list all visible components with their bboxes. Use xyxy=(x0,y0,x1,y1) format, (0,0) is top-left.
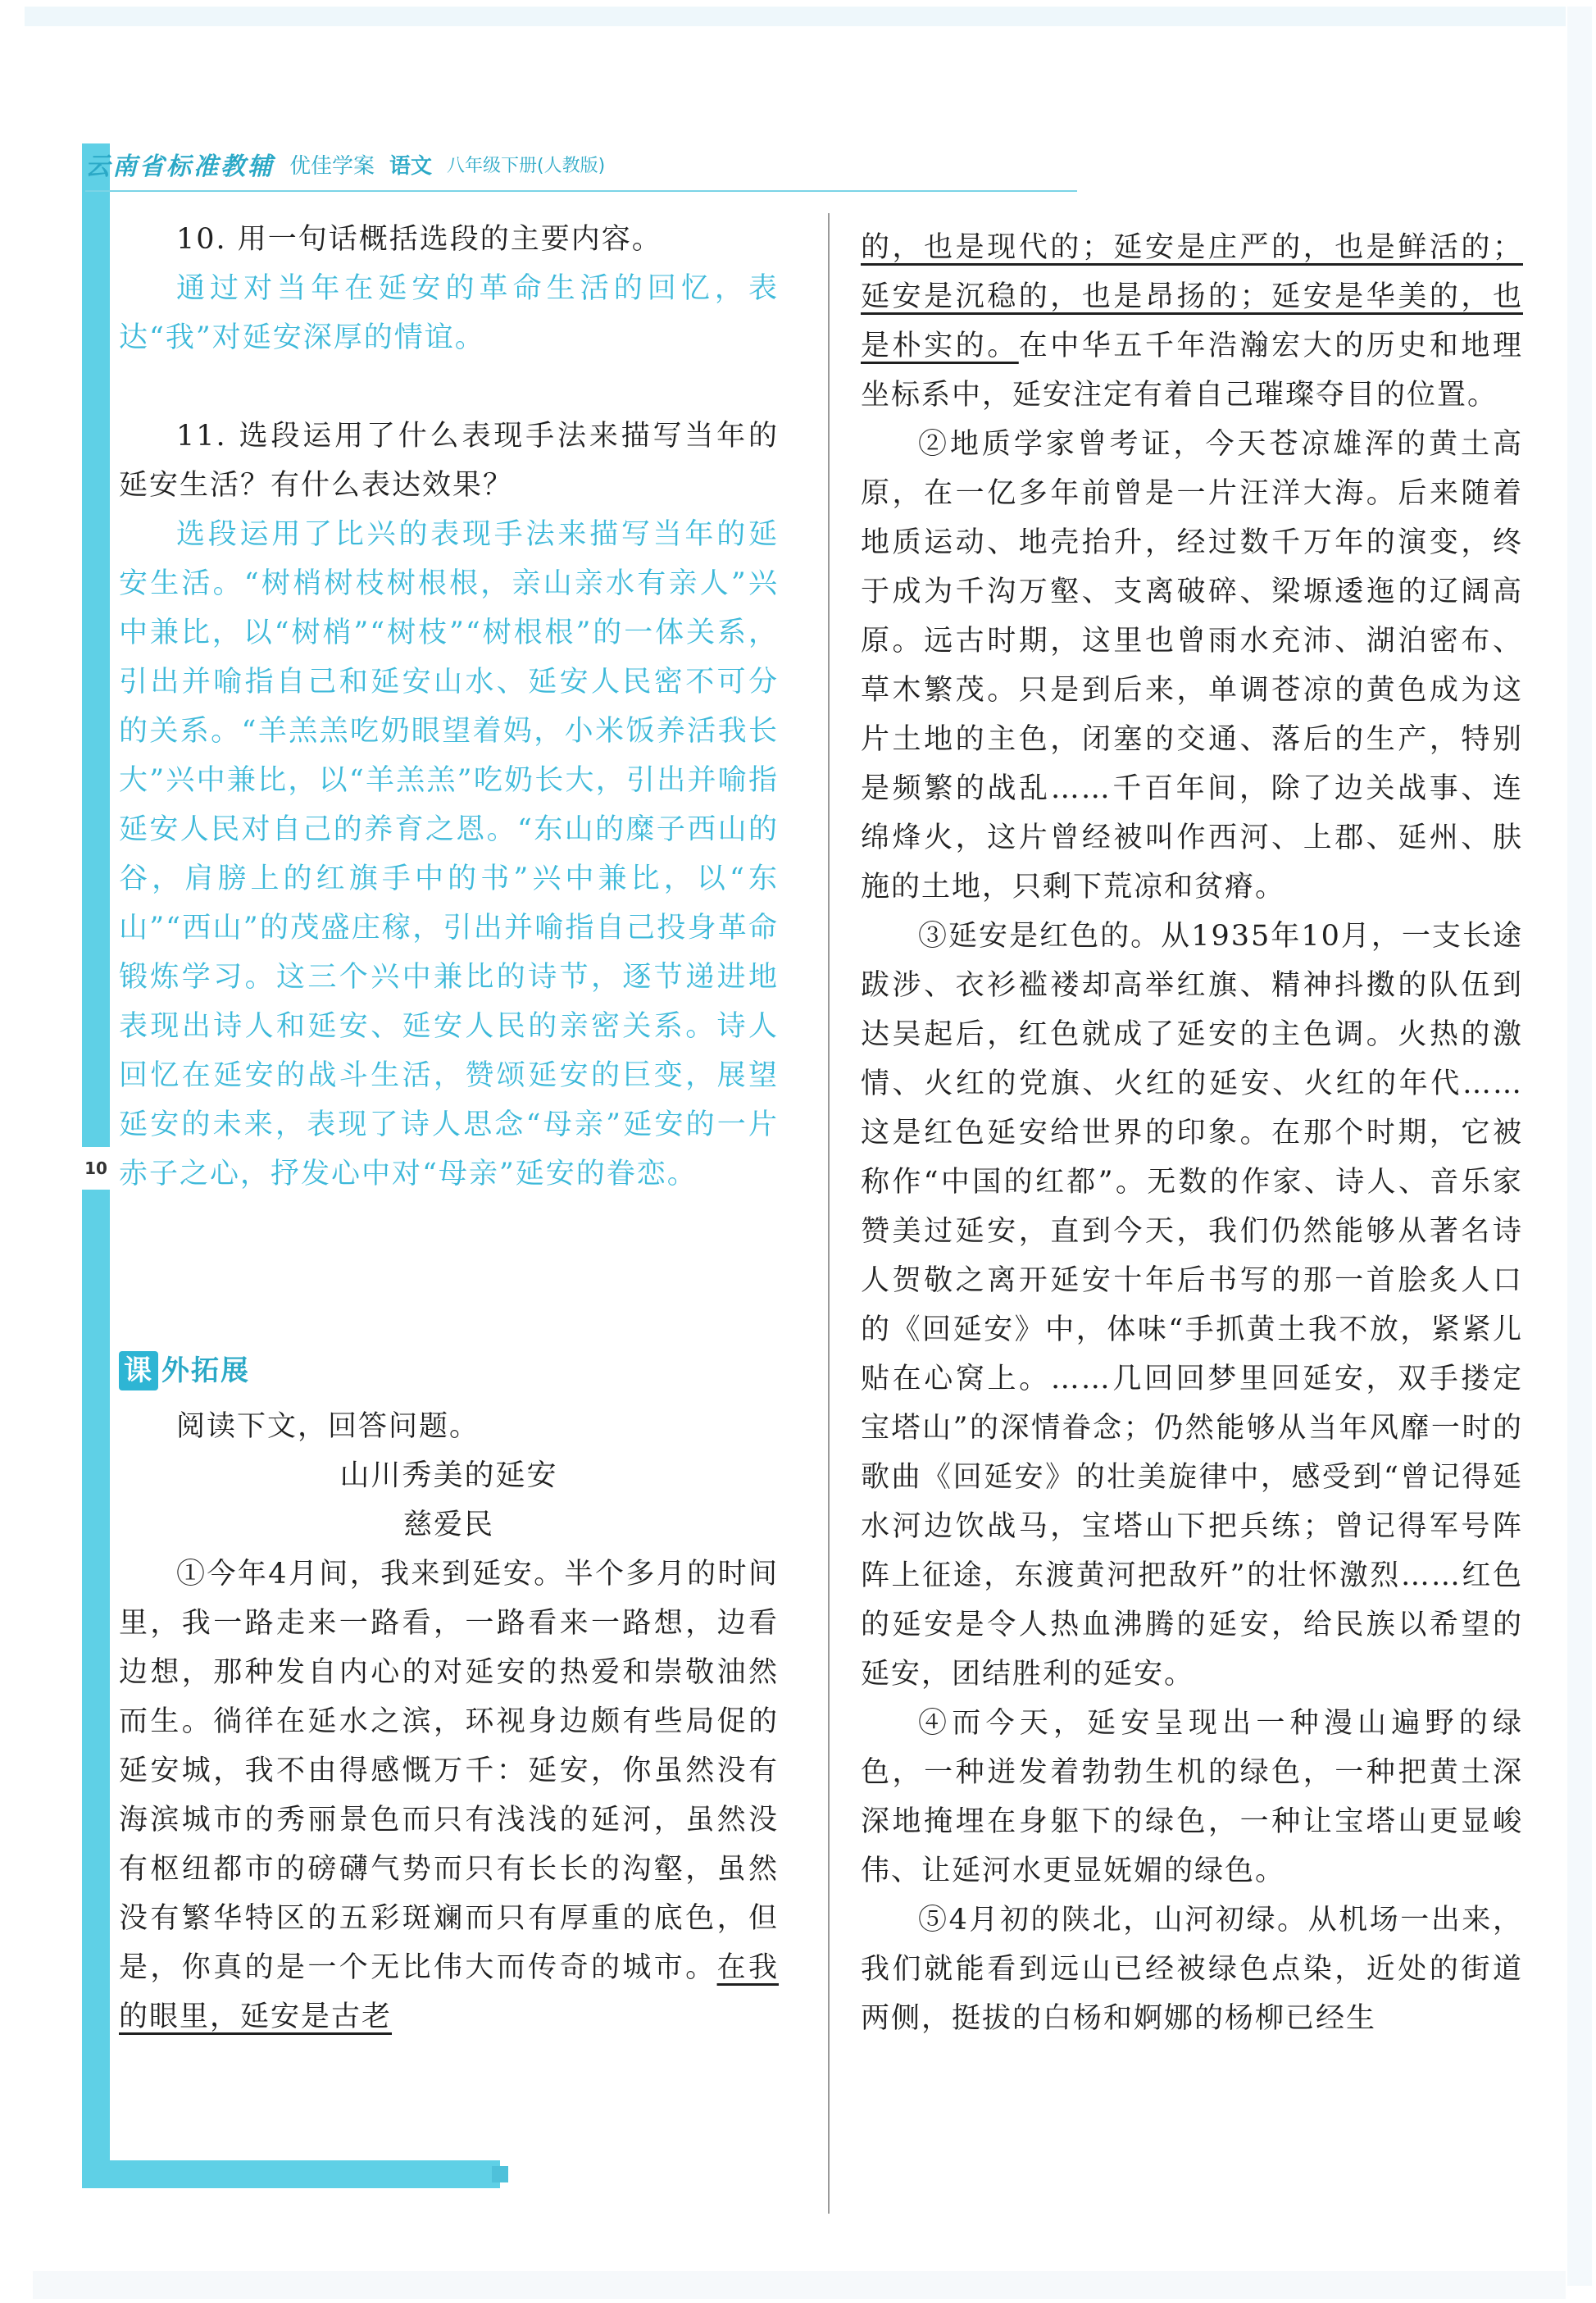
question-11: 11. 选段运用了什么表现手法来描写当年的延安生活？有什么表达效果？ xyxy=(119,420,779,502)
underlined-sentence: 在我的眼里，延安是古老 xyxy=(119,1951,779,2033)
reading-instruction: 阅读下文，回答问题。 xyxy=(176,1410,480,1443)
answer-10: 通过对当年在延安的革命生活的回忆，表达“我”对延安深厚的情谊。 xyxy=(119,272,779,354)
question-10: 10. 用一句话概括选段的主要内容。 xyxy=(176,223,662,256)
section-heading-text: 外拓展 xyxy=(161,1354,250,1387)
column-divider xyxy=(828,213,830,2214)
paragraph-5: ⑤4月初的陕北，山河初绿。从机场一出来，我们就能看到远山已经被绿色点染，近处的街道两侧，挺拔的白杨和婀娜的杨柳已经生 xyxy=(861,1904,1523,2035)
left-column xyxy=(119,215,779,2041)
paragraph-3: ③延安是红色的。从1935年10月，一支长途跋涉、衣衫褴褛却高举红旗、精神抖擞的队伍到达吴起后，红色就成了延安的主色调。火热的激情、火红的党旗、火红的延安、火红的年代……这是红色延安给世界的印象。在那个时期，它被称作“中国的红都”。无数的作家、诗人、音乐家赞美过延安，直到今天，我们仍然能够从著名诗人贺敬之离开延安十年后书写的那一首脍炙人口的《回延安》中，体味“手抓黄土我不放，紧紧儿贴在心窝上。……几回回梦里回延安，双手搂定宝塔山”的深情眷念；仍然能够从当年风靡一时的歌曲《回延安》的壮美旋律中，感受到“曾记得延水河边饮战马，宝塔山下把兵练；曾记得军号阵阵上征途，东渡黄河把敌歼”的壮怀激烈……红色的延安是令人热血沸腾的延安，给民族以希望的延安，团结胜利的延安。 xyxy=(861,920,1523,1691)
bottom-margin-bar xyxy=(82,2160,500,2188)
header-subject: 语文 xyxy=(389,153,433,179)
paragraph-2: ②地质学家曾考证，今天苍凉雄浑的黄土高原，在一亿多年前曾是一片汪洋大海。后来随着地质运动、地壳抬升，经过数千万年的演变，终于成为千沟万壑、支离破碎、梁塬逶迤的辽阔高原。远古时期，这里也曾雨水充沛、湖泊密布、草木繁茂。只是到后来，单调苍凉的黄色成为这片土地的主色，闭塞的交通、落后的生产，特别是频繁的战乱……千百年间，除了边关战事、连绵烽火，这片曾经被叫作西河、上郡、延州、肤施的土地，只剩下荒凉和贫瘠。 xyxy=(861,428,1523,903)
paragraph-1-continued xyxy=(861,223,1523,420)
page-top-edge xyxy=(25,7,1566,26)
right-column xyxy=(861,223,1523,2043)
page-bottom-edge xyxy=(33,2271,1566,2299)
header-series-sub: 优佳学案 xyxy=(289,153,375,179)
paragraph-4: ④而今天，延安呈现出一种漫山遍野的绿色，一种迸发着勃勃生机的绿色，一种把黄土深深地掩埋在身躯下的绿色，一种让宝塔山更显峻伟、让延河水更显妩媚的绿色。 xyxy=(861,1707,1523,1887)
paragraph-1-continued-text: 在中华五千年浩瀚宏大的历史和地理坐标系中，延安注定有着自己璀璨夺目的位置。 xyxy=(861,330,1523,412)
header-rule xyxy=(85,190,1077,192)
page-right-edge xyxy=(1567,7,1592,2286)
article-author: 慈爱民 xyxy=(402,1509,494,1541)
underlined-sentence-continued: 的，也是现代的；延安是庄严的，也是鲜活的；延安是沉稳的，也是昂扬的；延安是华美的，也是朴实的。 xyxy=(861,231,1523,362)
answer-11: 选段运用了比兴的表现手法来描写当年的延安生活。“树梢树枝树根根，亲山亲水有亲人”兴中兼比，以“树梢”“树枝”“树根根”的一体关系，引出并喻指自己和延安山水、延安人民密不可分的关系。“羊羔羔吃奶眼望着妈，小米饭养活我长大”兴中兼比，以“羊羔羔”吃奶长大，引出并喻指延安人民对自己的养育之恩。“东山的糜子西山的谷，肩膀上的红旗手中的书”兴中兼比，以“东山”“西山”的茂盛庄稼，引出并喻指自己投身革命锻炼学习。这三个兴中兼比的诗节，逐节递进地表现出诗人和延安、延安人民的亲密关系。诗人回忆在延安的战斗生活，赞颂延安的巨变，展望延安的未来，表现了诗人思念“母亲”延安的一片赤子之心，抒发心中对“母亲”延安的眷恋。 xyxy=(119,518,779,1190)
bottom-bar-marker xyxy=(492,2166,508,2182)
section-heading xyxy=(119,1346,779,1395)
header-series: 云南省标准教辅 xyxy=(85,152,275,181)
page-number: 10 xyxy=(82,1136,110,1201)
header-grade: 八年级下册(人教版) xyxy=(447,155,606,176)
paragraph-1-text: ①今年4月间，我来到延安。半个多月的时间里，我一路走来一路看，一路看来一路想，边看边想，那种发自内心的对延安的热爱和崇敬油然而生。徜徉在延水之滨，环视身边颇有些局促的延安城，我不由得感慨万千：延安，你虽然没有海滨城市的秀丽景色而只有浅浅的延河，虽然没有枢纽都市的磅礴气势而只有长长的沟壑，虽然没有繁华特区的五彩斑斓而只有厚重的底色，但是，你真的是一个无比伟大而传奇的城市。 xyxy=(119,1558,779,1984)
running-header xyxy=(85,139,605,189)
section-badge: 课 xyxy=(119,1351,158,1390)
article-title: 山川秀美的延安 xyxy=(339,1459,558,1492)
paragraph-1 xyxy=(119,1550,779,2041)
